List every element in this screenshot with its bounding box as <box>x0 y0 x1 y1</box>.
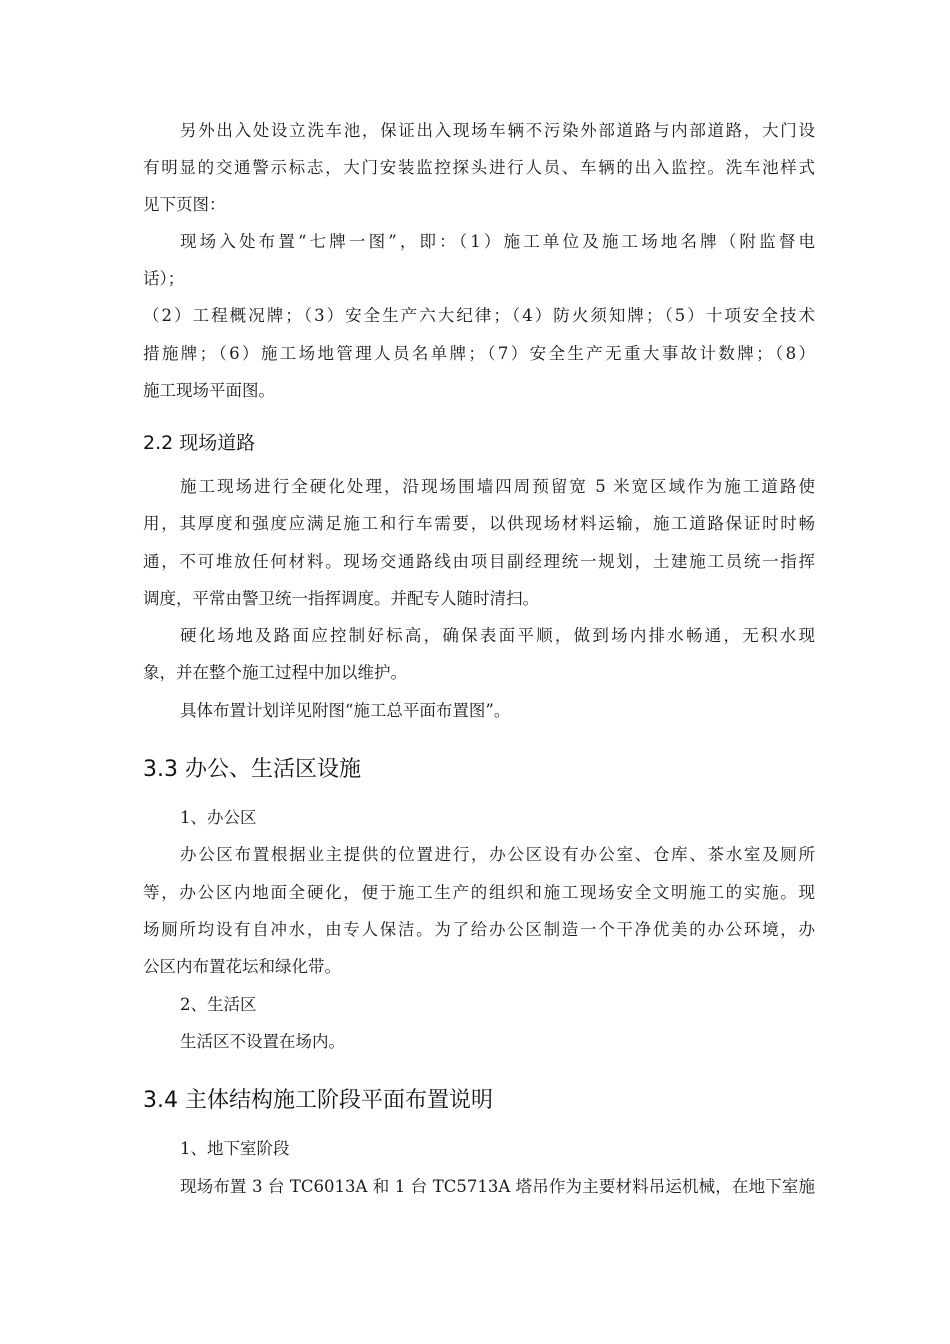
paragraph-line: 通，不可堆放任何材料。现场交通路线由项目副经理统一规划，土建施工员统一指挥 <box>143 552 815 571</box>
paragraph-line: 话）； <box>143 269 185 288</box>
paragraph-line: 等，办公区内地面全硬化，便于施工生产的组织和施工现场安全文明施工的实施。现 <box>143 883 815 902</box>
paragraph-line: 有明显的交通警示标志，大门安装监控探头进行人员、车辆的出入监控。洗车池样式 <box>143 158 815 177</box>
paragraph-line: 施工现场平面图。 <box>143 381 275 400</box>
paragraph-line: 另外出入处设立洗车池，保证出入现场车辆不污染外部道路与内部道路，大门设 <box>180 121 815 140</box>
paragraph-line: 措施牌；（6）施工场地管理人员名单牌；（7）安全生产无重大事故计数牌；（8） <box>143 344 815 363</box>
paragraph-line: 具体布置计划详见附图“施工总平面布置图”。 <box>180 701 511 720</box>
section-heading-3-4: 3.4 主体结构施工阶段平面布置说明 <box>143 1088 493 1113</box>
paragraph-line: 硬化场地及路面应控制好标高，确保表面平顺，做到场内排水畅通，无积水现 <box>180 626 815 645</box>
paragraph-line: 见下页图： <box>143 195 226 214</box>
paragraph-line: 象，并在整个施工过程中加以维护。 <box>143 663 407 682</box>
paragraph-line: 现场入处布置“七牌一图”，即：（1）施工单位及施工场地名牌（附监督电 <box>180 232 815 251</box>
paragraph-line: 公区内布置花坛和绿化带。 <box>143 957 341 976</box>
list-item-basement: 1、地下室阶段 <box>180 1139 290 1158</box>
paragraph-line: 施工现场进行全硬化处理，沿现场围墙四周预留宽 5 米宽区域作为施工道路使 <box>180 477 815 496</box>
list-item-living: 2、生活区 <box>180 995 257 1014</box>
list-item-office: 1、办公区 <box>180 808 257 827</box>
paragraph-line: 现场布置 3 台 TC6013A 和 1 台 TC5713A 塔吊作为主要材料吊运机械，在地下室施 <box>180 1177 815 1196</box>
paragraph-line: 场厕所均设有自冲水，由专人保洁。为了给办公区制造一个干净优美的办公环境，办 <box>143 920 815 939</box>
section-heading-2-2: 2.2 现场道路 <box>143 432 256 454</box>
paragraph-line: 用，其厚度和强度应满足施工和行车需要，以供现场材料运输，施工道路保证时时畅 <box>143 514 815 533</box>
section-heading-3-3: 3.3 办公、生活区设施 <box>143 757 361 782</box>
paragraph-line: 办公区布置根据业主提供的位置进行，办公区设有办公室、仓库、茶水室及厕所 <box>180 845 815 864</box>
paragraph-line: 生活区不设置在场内。 <box>180 1032 345 1051</box>
paragraph-line: 调度，平常由警卫统一指挥调度。并配专人随时清扫。 <box>143 589 539 608</box>
paragraph-line: （2）工程概况牌；（3）安全生产六大纪律；（4）防火须知牌；（5）十项安全技术 <box>143 306 815 325</box>
